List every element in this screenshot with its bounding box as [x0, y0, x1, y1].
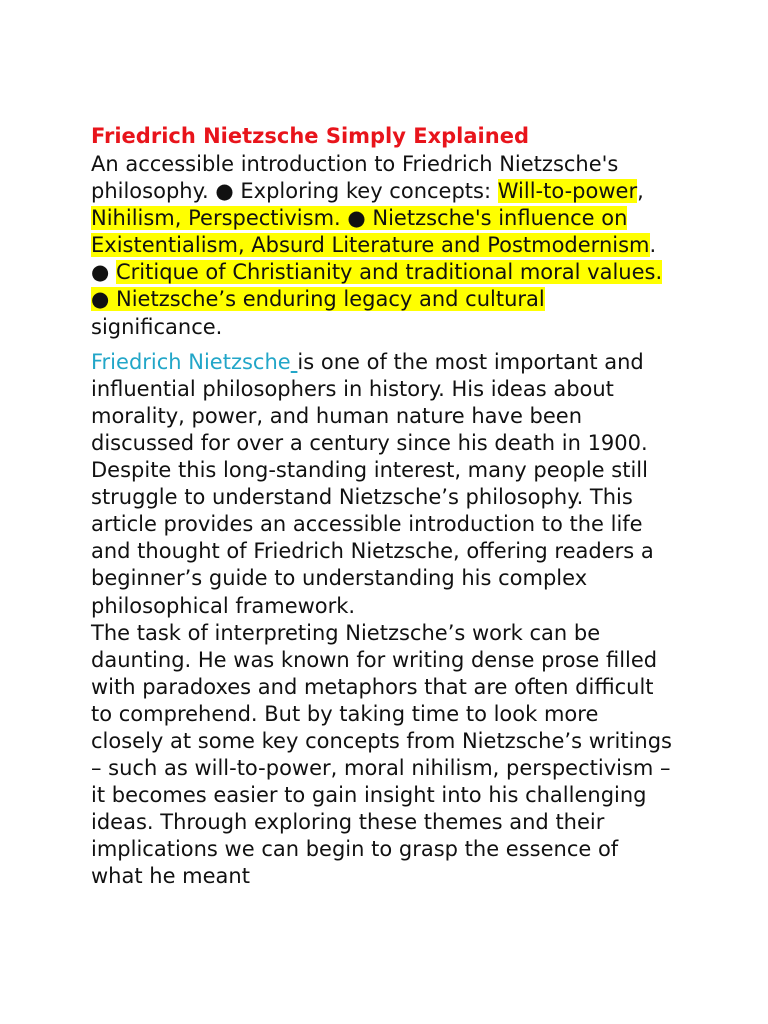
highlight-critique-legacy: Critique of Christianity and traditional moral values. ● Nietzsche’s enduring legacy and cultural [91, 260, 663, 312]
nietzsche-link[interactable]: Friedrich Nietzsche [91, 349, 291, 374]
highlight-will-to-power: Will-to-power [497, 179, 638, 204]
summary-separator-1: , [637, 179, 644, 204]
summary-separator-2: . ● [91, 233, 657, 285]
article-title: Friedrich Nietzsche Simply Explained [91, 124, 529, 148]
summary-tail: significance. [91, 314, 223, 339]
document-page [91, 121, 676, 891]
paragraph-intro [91, 349, 676, 620]
paragraph-intro-text: is one of the most important and influential philosophers in history. His ideas about morality, power, and human nature have been discussed for over a century since his death in 1900. Despite this long-standing interest, many people still struggle to understand Nietzsche’s philosophy. This article provides an accessible introduction to the life and thought of Friedrich Nietzsche, offering readers a beginner’s guide to understanding his complex philosophical framework. [91, 349, 654, 618]
highlight-nihilism-influence: Nihilism, Perspectivism. ● Nietzsche's influence on Existentialism, Absurd Literature and Postmodernism [91, 206, 650, 258]
paragraph-interpretation [91, 620, 676, 891]
summary-intro: An accessible introduction to Friedrich Nietzsche's philosophy. ● Exploring key concepts: [91, 152, 619, 204]
article-summary [91, 151, 676, 341]
paragraph-interpretation-text: The task of interpreting Nietzsche’s work can be daunting. He was known for writing dense prose filled with paradoxes and metaphors that are often difficult to comprehend. But by taking time to look more closely at some key concepts from Nietzsche’s writings – such as will-to-power, moral nihilism, perspectivism – it becomes easier to gain insight into his challenging ideas. Through exploring these themes and their implications we can begin to grasp the essence of what he meant [91, 620, 672, 889]
